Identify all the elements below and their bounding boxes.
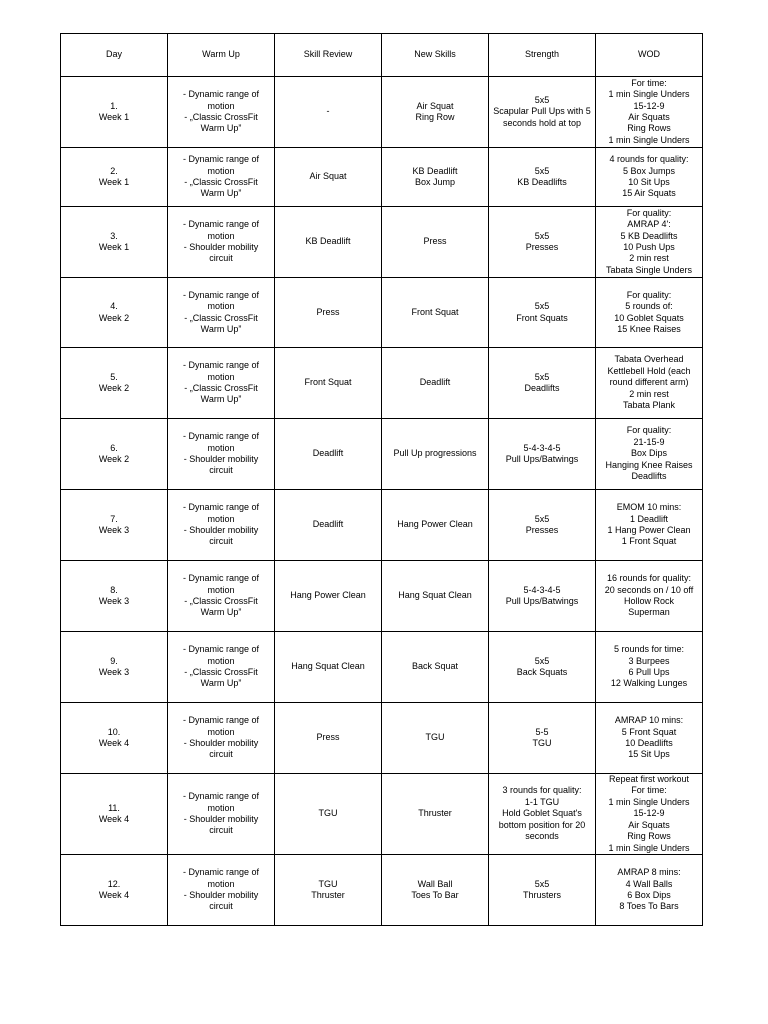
cell-skill-review: Press bbox=[275, 703, 382, 774]
cell-skill-review: Deadlift bbox=[275, 490, 382, 561]
cell-warm-up: - Dynamic range of motion - „Classic CrossFit Warm Up” bbox=[168, 278, 275, 348]
cell-wod: EMOM 10 mins: 1 Deadlift 1 Hang Power Clean 1 Front Squat bbox=[596, 490, 703, 561]
cell-strength: 5x5 Thrusters bbox=[489, 855, 596, 926]
cell-day: 10. Week 4 bbox=[61, 703, 168, 774]
cell-warm-up: - Dynamic range of motion - Shoulder mobility circuit bbox=[168, 774, 275, 855]
cell-warm-up: - Dynamic range of motion - Shoulder mobility circuit bbox=[168, 855, 275, 926]
header-day: Day bbox=[61, 34, 168, 77]
cell-strength: 5x5 Presses bbox=[489, 207, 596, 278]
table-row bbox=[61, 148, 703, 207]
cell-strength: 5x5 Presses bbox=[489, 490, 596, 561]
cell-new-skills: Hang Power Clean bbox=[382, 490, 489, 561]
cell-new-skills: Wall Ball Toes To Bar bbox=[382, 855, 489, 926]
cell-new-skills: Front Squat bbox=[382, 278, 489, 348]
cell-skill-review: Hang Power Clean bbox=[275, 561, 382, 632]
table-row bbox=[61, 703, 703, 774]
cell-new-skills: Air Squat Ring Row bbox=[382, 77, 489, 148]
cell-strength: 5-4-3-4-5 Pull Ups/Batwings bbox=[489, 419, 596, 490]
cell-day: 3. Week 1 bbox=[61, 207, 168, 278]
header-row bbox=[61, 34, 703, 77]
header-skill-review: Skill Review bbox=[275, 34, 382, 77]
cell-skill-review: Air Squat bbox=[275, 148, 382, 207]
cell-new-skills: Press bbox=[382, 207, 489, 278]
cell-wod: For quality: 21-15-9 Box Dips Hanging Knee Raises Deadlifts bbox=[596, 419, 703, 490]
cell-skill-review: Hang Squat Clean bbox=[275, 632, 382, 703]
cell-skill-review: - bbox=[275, 77, 382, 148]
cell-warm-up: - Dynamic range of motion - Shoulder mobility circuit bbox=[168, 419, 275, 490]
table-row bbox=[61, 419, 703, 490]
cell-skill-review: Front Squat bbox=[275, 348, 382, 419]
cell-wod: AMRAP 10 mins: 5 Front Squat 10 Deadlifts 15 Sit Ups bbox=[596, 703, 703, 774]
cell-strength: 5x5 KB Deadlifts bbox=[489, 148, 596, 207]
cell-strength: 5x5 Back Squats bbox=[489, 632, 596, 703]
cell-warm-up: - Dynamic range of motion - „Classic CrossFit Warm Up” bbox=[168, 561, 275, 632]
cell-warm-up: - Dynamic range of motion - „Classic CrossFit Warm Up” bbox=[168, 632, 275, 703]
cell-warm-up: - Dynamic range of motion - Shoulder mobility circuit bbox=[168, 490, 275, 561]
cell-day: 2. Week 1 bbox=[61, 148, 168, 207]
cell-new-skills: Hang Squat Clean bbox=[382, 561, 489, 632]
cell-wod: 5 rounds for time: 3 Burpees 6 Pull Ups 12 Walking Lunges bbox=[596, 632, 703, 703]
cell-new-skills: TGU bbox=[382, 703, 489, 774]
table-row bbox=[61, 348, 703, 419]
cell-skill-review: Press bbox=[275, 278, 382, 348]
cell-new-skills: Deadlift bbox=[382, 348, 489, 419]
cell-wod: Repeat first workout For time: 1 min Single Unders 15-12-9 Air Squats Ring Rows 1 min Single Unders bbox=[596, 774, 703, 855]
table-row bbox=[61, 278, 703, 348]
header-new-skills: New Skills bbox=[382, 34, 489, 77]
cell-wod: For time: 1 min Single Unders 15-12-9 Air Squats Ring Rows 1 min Single Unders bbox=[596, 77, 703, 148]
cell-day: 12. Week 4 bbox=[61, 855, 168, 926]
cell-day: 5. Week 2 bbox=[61, 348, 168, 419]
cell-strength: 5-4-3-4-5 Pull Ups/Batwings bbox=[489, 561, 596, 632]
workout-plan-table bbox=[60, 33, 703, 926]
cell-day: 11. Week 4 bbox=[61, 774, 168, 855]
cell-warm-up: - Dynamic range of motion - Shoulder mobility circuit bbox=[168, 703, 275, 774]
table-row bbox=[61, 632, 703, 703]
cell-skill-review: TGU Thruster bbox=[275, 855, 382, 926]
cell-warm-up: - Dynamic range of motion - Shoulder mobility circuit bbox=[168, 207, 275, 278]
cell-wod: 16 rounds for quality: 20 seconds on / 10 off Hollow Rock Superman bbox=[596, 561, 703, 632]
cell-strength: 3 rounds for quality: 1-1 TGU Hold Goblet Squat's bottom position for 20 seconds bbox=[489, 774, 596, 855]
cell-day: 4. Week 2 bbox=[61, 278, 168, 348]
cell-wod: AMRAP 8 mins: 4 Wall Balls 6 Box Dips 8 Toes To Bars bbox=[596, 855, 703, 926]
cell-warm-up: - Dynamic range of motion - „Classic CrossFit Warm Up” bbox=[168, 77, 275, 148]
cell-new-skills: Back Squat bbox=[382, 632, 489, 703]
cell-wod: 4 rounds for quality: 5 Box Jumps 10 Sit Ups 15 Air Squats bbox=[596, 148, 703, 207]
cell-warm-up: - Dynamic range of motion - „Classic CrossFit Warm Up” bbox=[168, 348, 275, 419]
cell-wod: Tabata Overhead Kettlebell Hold (each round different arm) 2 min rest Tabata Plank bbox=[596, 348, 703, 419]
cell-strength: 5x5 Front Squats bbox=[489, 278, 596, 348]
cell-new-skills: KB Deadlift Box Jump bbox=[382, 148, 489, 207]
cell-new-skills: Pull Up progressions bbox=[382, 419, 489, 490]
cell-day: 9. Week 3 bbox=[61, 632, 168, 703]
table-row bbox=[61, 77, 703, 148]
cell-new-skills: Thruster bbox=[382, 774, 489, 855]
cell-strength: 5-5 TGU bbox=[489, 703, 596, 774]
cell-day: 6. Week 2 bbox=[61, 419, 168, 490]
header-wod: WOD bbox=[596, 34, 703, 77]
cell-strength: 5x5 Deadlifts bbox=[489, 348, 596, 419]
table-row bbox=[61, 207, 703, 278]
cell-day: 1. Week 1 bbox=[61, 77, 168, 148]
table-row bbox=[61, 561, 703, 632]
cell-day: 8. Week 3 bbox=[61, 561, 168, 632]
cell-warm-up: - Dynamic range of motion - „Classic CrossFit Warm Up” bbox=[168, 148, 275, 207]
cell-strength: 5x5 Scapular Pull Ups with 5 seconds hold at top bbox=[489, 77, 596, 148]
table-body bbox=[61, 77, 703, 926]
cell-skill-review: KB Deadlift bbox=[275, 207, 382, 278]
cell-skill-review: TGU bbox=[275, 774, 382, 855]
table-row bbox=[61, 490, 703, 561]
cell-wod: For quality: AMRAP 4': 5 KB Deadlifts 10 Push Ups 2 min rest Tabata Single Unders bbox=[596, 207, 703, 278]
table-row bbox=[61, 855, 703, 926]
table-row bbox=[61, 774, 703, 855]
cell-wod: For quality: 5 rounds of: 10 Goblet Squats 15 Knee Raises bbox=[596, 278, 703, 348]
cell-day: 7. Week 3 bbox=[61, 490, 168, 561]
header-strength: Strength bbox=[489, 34, 596, 77]
cell-skill-review: Deadlift bbox=[275, 419, 382, 490]
header-warm-up: Warm Up bbox=[168, 34, 275, 77]
